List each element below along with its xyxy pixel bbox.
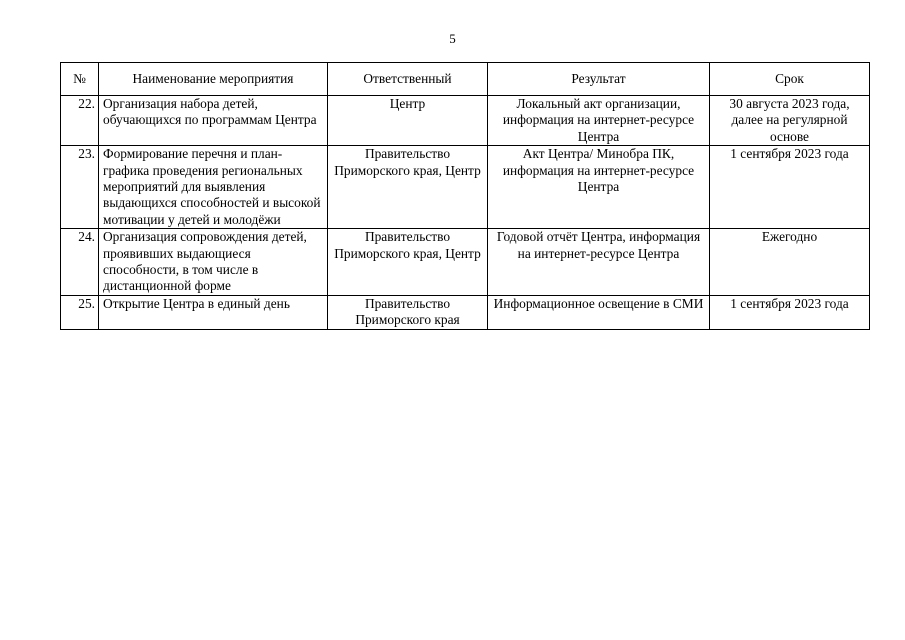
row-responsible: Правительство Приморского края, Центр <box>328 146 488 229</box>
row-term: 1 сентября 2023 года <box>710 146 870 229</box>
row-num: 23. <box>61 146 99 229</box>
row-responsible: Правительство Приморского края, Центр <box>328 229 488 296</box>
header-name: Наименование мероприятия <box>99 63 328 96</box>
table-row <box>61 229 870 296</box>
header-responsible: Ответственный <box>328 63 488 96</box>
page-number: 5 <box>449 31 456 46</box>
row-num: 25. <box>61 295 99 329</box>
row-name: Формирование перечня и план-графика проведения региональных мероприятий для выявления выдающихся способностей и высокой мотивации у детей и молодёжи <box>99 146 328 229</box>
table-row <box>61 295 870 329</box>
table-row <box>61 146 870 229</box>
row-name: Открытие Центра в единый день <box>99 295 328 329</box>
table-row <box>61 96 870 146</box>
row-term: 1 сентября 2023 года <box>710 295 870 329</box>
row-responsible: Правительство Приморского края <box>328 295 488 329</box>
row-name: Организация сопровождения детей, проявивших выдающиеся способности, в том числе в дистанционной форме <box>99 229 328 296</box>
row-result: Локальный акт организации, информация на интернет-ресурсе Центра <box>488 96 710 146</box>
header-result: Результат <box>488 63 710 96</box>
row-result: Акт Центра/ Минобра ПК, информация на интернет-ресурсе Центра <box>488 146 710 229</box>
row-term: 30 августа 2023 года, далее на регулярной основе <box>710 96 870 146</box>
header-num: № <box>61 63 99 96</box>
events-table <box>60 62 870 330</box>
header-term: Срок <box>710 63 870 96</box>
row-result: Годовой отчёт Центра, информация на интернет-ресурсе Центра <box>488 229 710 296</box>
row-num: 22. <box>61 96 99 146</box>
row-term: Ежегодно <box>710 229 870 296</box>
row-result: Информационное освещение в СМИ <box>488 295 710 329</box>
row-num: 24. <box>61 229 99 296</box>
table-header-row <box>61 63 870 96</box>
row-responsible: Центр <box>328 96 488 146</box>
row-name: Организация набора детей, обучающихся по программам Центра <box>99 96 328 146</box>
